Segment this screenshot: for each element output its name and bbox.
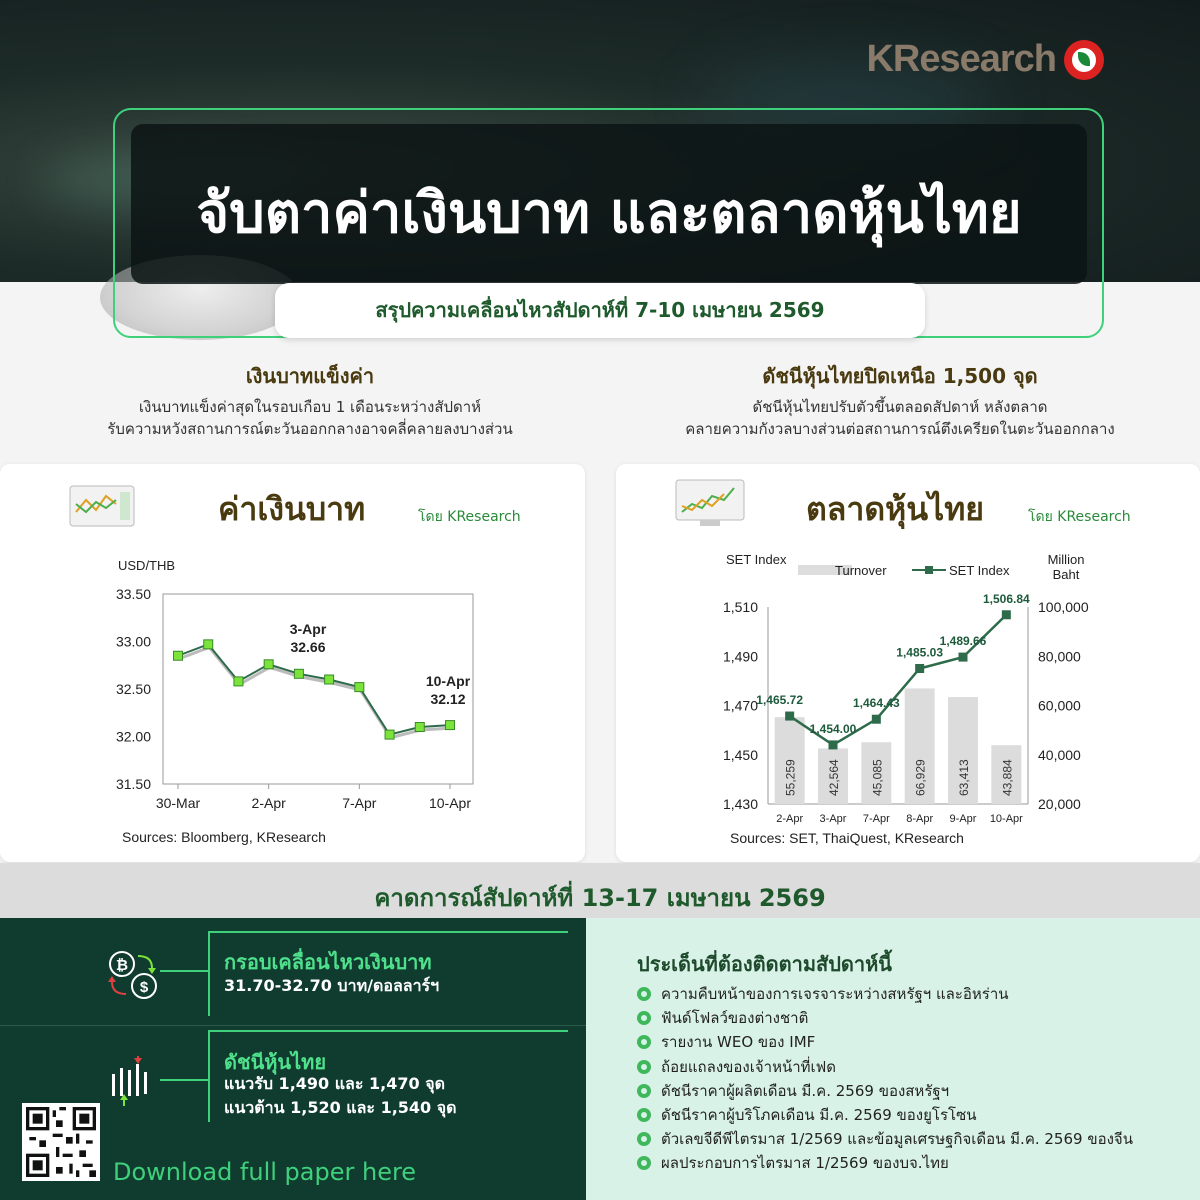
set-xtick-label: 7-Apr [862, 813, 890, 825]
right-headline: ดัชนีหุ้นไทยปิดเหนือ 1,500 จุด [762, 364, 1038, 388]
qr-code[interactable] [22, 1103, 100, 1181]
set-xtick-label: 9-Apr [949, 813, 977, 825]
set-resistance: แนวต้าน 1,520 และ 1,540 จุด [224, 1098, 457, 1117]
legend-set-label: SET Index [949, 563, 1010, 578]
right-desc-line: ดัชนีหุ้นไทยปรับตัวขึ้นตลอดสัปดาห์ หลังตลาด [752, 398, 1048, 416]
left-description [40, 396, 580, 440]
watch-item-text: ถ้อยแถลงของเจ้าหน้าที่เฟด [661, 1057, 837, 1076]
watch-item [637, 1151, 1133, 1175]
left-desc-line: เงินบาทแข็งค่าสุดในรอบเกือบ 1 เดือนระหว่างสัปดาห์ [138, 398, 482, 416]
set-xtick-label: 8-Apr [906, 813, 934, 825]
svg-text:$: $ [139, 979, 149, 996]
baht-xtick-label: 2-Apr [251, 795, 286, 811]
baht-data-point [325, 675, 334, 684]
kbank-leaf-icon [1064, 40, 1104, 80]
set-card-byline: โดย KResearch [1028, 509, 1131, 525]
watch-item-text: ดัชนีราคาผู้บริโภคเดือน มี.ค. 2569 ของยูโรโซน [661, 1106, 977, 1125]
turnover-bar-label: 55,259 [783, 759, 798, 796]
baht-xtick-label: 30-Mar [155, 795, 201, 811]
turnover-bar-label: 42,564 [827, 759, 841, 796]
baht-range-title: กรอบเคลื่อนไหวเงินบาท [224, 950, 432, 974]
set-xtick-label: 3-Apr [819, 813, 847, 825]
right-description [620, 396, 1180, 440]
set-source: Sources: SET, ThaiQuest, KResearch [730, 830, 964, 846]
watch-list [637, 982, 1133, 1176]
baht-ytick-label: 32.50 [115, 681, 151, 697]
set-index-point [872, 715, 881, 724]
page-title: จับตาค่าเงินบาท และตลาดหุ้นไทย [196, 181, 1022, 246]
svg-text:₿: ₿ [115, 957, 129, 974]
bullet-icon [637, 1084, 651, 1098]
logo-text: KResearch [866, 38, 1056, 80]
set-right-tick-label: 100,000 [1038, 599, 1089, 615]
set-index-label: 1,506.84 [982, 591, 1030, 606]
baht-data-point [204, 640, 213, 649]
turnover-bar-label: 43,884 [1000, 759, 1015, 796]
set-index-label: 1,465.72 [756, 693, 804, 708]
set-right-tick-label: 20,000 [1038, 796, 1081, 812]
baht-data-point [446, 721, 455, 730]
set-left-tick-label: 1,430 [722, 796, 758, 812]
watch-item [637, 982, 1133, 1006]
baht-card-byline: โดย KResearch [418, 509, 521, 525]
baht-data-point [385, 730, 394, 739]
connector-line [160, 970, 208, 972]
set-left-tick-label: 1,490 [722, 648, 758, 665]
set-support: แนวรับ 1,490 และ 1,470 จุด [224, 1074, 445, 1093]
bullet-icon [637, 1108, 651, 1122]
download-link[interactable]: Download full paper here [113, 1158, 417, 1186]
bullet-icon [637, 1132, 651, 1146]
stock-bars-icon [104, 1056, 160, 1108]
set-index-label: 1,485.03 [896, 645, 944, 660]
watch-item-text: รายงาน WEO ของ IMF [661, 1033, 816, 1052]
baht-data-point [355, 683, 364, 692]
baht-annotation-value: 32.12 [430, 691, 466, 707]
baht-source: Sources: Bloomberg, KResearch [122, 829, 326, 845]
set-index-label: 1,454.00 [809, 721, 857, 736]
baht-range-value: 31.70-32.70 บาท/ดอลลาร์ฯ [224, 976, 440, 995]
set-index-point [915, 664, 924, 673]
turnover-bar-label: 45,085 [870, 759, 885, 796]
watch-item-text: ฟันด์โฟลว์ของต่างชาติ [661, 1009, 809, 1028]
watch-item [637, 1103, 1133, 1127]
baht-card-title: ค่าเงินบาท [218, 490, 366, 528]
baht-ytick-label: 31.50 [115, 776, 151, 792]
baht-line [178, 644, 450, 734]
currency-exchange-icon [104, 946, 160, 1002]
set-index-point [959, 653, 968, 662]
set-index-point [829, 740, 838, 749]
left-headline: เงินบาทแข็งค่า [245, 364, 375, 388]
baht-data-point [174, 651, 183, 660]
forecast-title: คาดการณ์สัปดาห์ที่ 13-17 เมษายน 2569 [374, 884, 826, 912]
set-range-title: ดัชนีหุ้นไทย [224, 1050, 327, 1074]
set-right-tick-label: 80,000 [1038, 648, 1081, 665]
baht-line-shadow [179, 647, 451, 737]
bullet-icon [637, 1035, 651, 1049]
watch-item-text: ความคืบหน้าของการเจรจาระหว่างสหรัฐฯ และอิหร่าน [661, 985, 1009, 1004]
kresearch-logo [866, 38, 1104, 81]
watch-item-text: ตัวเลขจีดีพีไตรมาส 1/2569 และข้อมูลเศรษฐกิจเดือน มี.ค. 2569 ของจีน [661, 1130, 1133, 1149]
legend-set-marker [925, 566, 933, 574]
watch-item-text: ดัชนีราคาผู้ผลิตเดือน มี.ค. 2569 ของสหรัฐฯ [661, 1081, 950, 1100]
baht-data-point [415, 723, 424, 732]
watch-item [637, 1079, 1133, 1103]
set-index-label: 1,489.66 [939, 634, 987, 649]
baht-data-point [264, 660, 273, 669]
set-index-label: 1,464.43 [852, 696, 900, 711]
set-chart [616, 464, 1200, 862]
set-right-axis-label: Baht [1052, 567, 1080, 582]
set-index-point [785, 712, 794, 721]
watch-item-text: ผลประกอบการไตรมาส 1/2569 ของบจ.ไทย [661, 1154, 949, 1173]
set-card-title: ตลาดหุ้นไทย [806, 490, 985, 528]
bullet-icon [637, 987, 651, 1001]
watch-title: ประเด็นที่ต้องติดตามสัปดาห์นี้ [637, 952, 892, 976]
set-right-tick-label: 40,000 [1038, 746, 1081, 763]
set-left-tick-label: 1,450 [722, 746, 758, 763]
baht-data-point [294, 669, 303, 678]
set-left-axis-label: SET Index [726, 552, 787, 567]
baht-ytick-label: 33.50 [115, 586, 151, 602]
set-right-tick-label: 60,000 [1038, 697, 1081, 714]
bullet-icon [637, 1156, 651, 1170]
baht-data-point [234, 677, 243, 686]
bullet-icon [637, 1011, 651, 1025]
turnover-bar-label: 66,929 [913, 759, 928, 796]
summary-banner: สรุปความเคลื่อนไหวสัปดาห์ที่ 7-10 เมษายน 2569 [275, 283, 925, 338]
watch-item [637, 1127, 1133, 1151]
baht-ytick-label: 32.00 [115, 728, 151, 745]
baht-xtick-label: 7-Apr [342, 795, 377, 811]
set-xtick-label: 2-Apr [776, 813, 804, 825]
connector-line [160, 1079, 208, 1081]
bullet-icon [637, 1060, 651, 1074]
watch-item [637, 1006, 1133, 1030]
turnover-bar-label: 63,413 [957, 759, 971, 796]
set-left-tick-label: 1,470 [722, 697, 758, 714]
baht-annotation-value: 32.66 [290, 639, 326, 655]
watch-item [637, 1030, 1133, 1054]
divider [0, 1025, 586, 1026]
baht-chart [0, 464, 585, 862]
set-right-axis-label: Million [1047, 552, 1085, 567]
watch-item [637, 1055, 1133, 1079]
baht-annotation-date: 10-Apr [425, 673, 471, 689]
baht-xtick-label: 10-Apr [428, 795, 472, 811]
baht-ylabel: USD/THB [118, 558, 176, 573]
set-index-point [1002, 610, 1011, 619]
right-desc-line: คลายความกังวลบางส่วนต่อสถานการณ์ตึงเครียดในตะวันออกกลาง [685, 420, 1115, 438]
left-desc-line: รับความหวังสถานการณ์ตะวันออกกลางอาจคลี่คลายลงบางส่วน [107, 420, 513, 438]
baht-annotation-date: 3-Apr [289, 621, 327, 637]
set-xtick-label: 10-Apr [989, 813, 1023, 825]
baht-ytick-label: 33.00 [115, 633, 151, 650]
legend-turnover-label: Turnover [835, 563, 887, 578]
set-left-tick-label: 1,510 [722, 599, 758, 615]
